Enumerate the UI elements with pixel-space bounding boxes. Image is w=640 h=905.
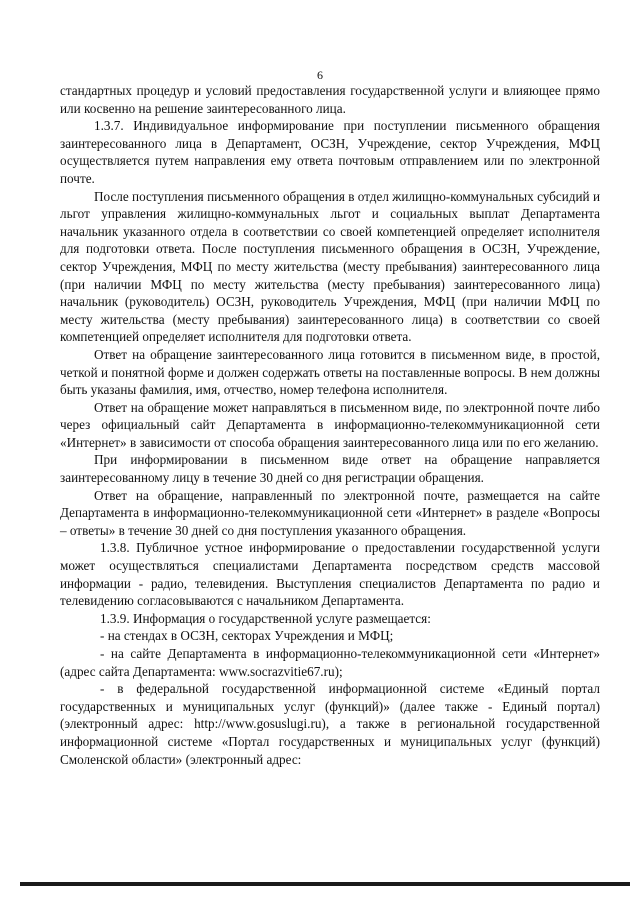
page-number: 6 — [317, 68, 323, 82]
list-item-stands: - на стендах в ОСЗН, секторах Учреждения и МФЦ; — [100, 628, 394, 644]
paragraph-1-3-8: 1.3.8. Публичное устное информирование о предоставлении государственной услуги может осуществляться специалистами Департамента посредством средств массовой информации - радио, телевидения. Выступления специалистов Департамента по радио и телевидению согласовываются с начальником Департамента. — [60, 540, 600, 609]
paragraph-1-3-9: 1.3.9. Информация о государственной услуге размещается: — [100, 610, 431, 626]
document-body — [60, 82, 600, 768]
list-item-department-site: - на сайте Департамента в информационно-телекоммуникационной сети «Интернет» (адрес сайта Департамента: www.socrazvitie67.ru); — [60, 646, 600, 679]
paragraph-answer-form: Ответ на обращение заинтересованного лица готовится в письменном виде, в простой, четкой и понятной форме и должен содержать ответы на поставленные вопросы. В нем должны быть указаны фамилия, имя, отчество, номер телефона исполнителя. — [60, 346, 600, 398]
paragraph-email-answer-publication: Ответ на обращение, направленный по электронной почте, размещается на сайте Департамента в информационно-телекоммуникационной сети «Интернет» в разделе «Вопросы – ответы» в течение 30 дней со дня поступления указанного обращения. — [60, 487, 600, 538]
paragraph-answer-delivery: Ответ на обращение может направляться в письменном виде, по электронной почте либо через официальный сайт Департамента в информационно-телекоммуникационной сети «Интернет» в зависимости от способа обращения заинтересованного лица или по его желанию. — [60, 399, 600, 450]
bottom-rule — [20, 882, 630, 886]
paragraph-written-answer-term: При информировании в письменном виде ответ на обращение направляется заинтересованному лицу в течение 30 дней со дня регистрации обращения. — [60, 452, 600, 486]
paragraph-1-3-7: 1.3.7. Индивидуальное информирование при поступлении письменного обращения заинтересованного лица в Департамент, ОСЗН, Учреждение, сектор Учреждения, МФЦ осуществляется путем направления ему ответа почтовым отправлением или по электронной почте. — [60, 118, 600, 186]
list-item-unified-portal: - в федеральной государственной информационной системе «Единый портал государственных и муниципальных услуг (функций)» (далее также - Единый портал) (электронный адрес: http://www.gosuslugi.ru), а также в региональной государственной информационной системе «Портал государственных и муниципальных услуг (функций) Смоленской области» (электронный адрес: — [60, 681, 600, 767]
paragraph-executor-assignment: После поступления письменного обращения в отдел жилищно-коммунальных субсидий и льгот управления жилищно-коммунальных льгот и социальных выплат Департамента начальник указанного отдела в соответствии со своей компетенцией определяет исполнителя для подготовки ответа. После поступления письменного обращения в ОСЗН, Учреждение, сектор Учреждения, МФЦ по месту жительства (месту пребывания) заинтересованного лица (при наличии МФЦ по месту жительства (месту пребывания) заинтересованного лица) начальник (руководитель) ОСЗН, руководитель Учреждения, МФЦ (при наличии МФЦ по месту жительства (месту пребывания) заинтересованного лица) в соответствии со своей компетенцией определяет исполнителя для подготовки ответа. — [60, 188, 600, 345]
paragraph-procedures-continuation: стандартных процедур и условий предоставления государственной услуги и влияющее прямо или косвенно на решение заинтересованного лица. — [60, 83, 600, 116]
